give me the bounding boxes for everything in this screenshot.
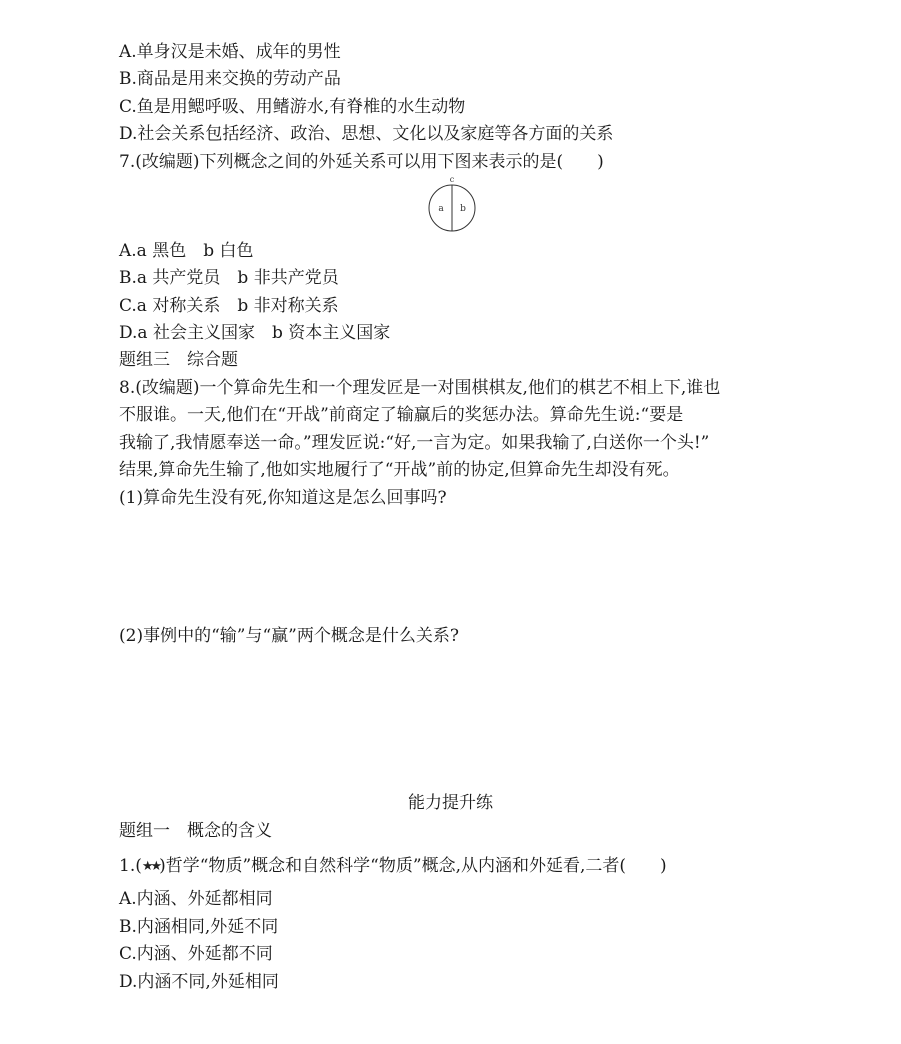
q6-option-a: A.单身汉是未婚、成年的男性 xyxy=(119,42,341,62)
q8-sub-question-2: (2)事例中的“输”与“赢”两个概念是什么关系? xyxy=(119,626,459,646)
q1-stem xyxy=(119,855,667,877)
q1-option-a: A.内涵、外延都相同 xyxy=(119,889,273,909)
q6-option-d: D.社会关系包括经济、政治、思想、文化以及家庭等各方面的关系 xyxy=(119,124,614,144)
q6-option-c: C.鱼是用鳃呼吸、用鳍游水,有脊椎的水生动物 xyxy=(119,97,466,117)
label-a: a xyxy=(438,204,444,214)
section-title: 能力提升练 xyxy=(408,793,493,813)
q1-stem-text: )哲学“物质”概念和自然科学“物质”概念,从内涵和外延看,二者( ) xyxy=(159,856,667,876)
q8-line-2: 不服谁。一天,他们在“开战”前商定了输赢后的奖惩办法。算命先生说:“要是 xyxy=(119,405,684,425)
q1-option-d: D.内涵不同,外延相同 xyxy=(119,972,279,992)
group3-title: 题组三 综合题 xyxy=(119,350,238,370)
difficulty-stars-icon: ★★ xyxy=(141,859,160,874)
q7-option-b: B.a 共产党员 b 非共产党员 xyxy=(119,268,339,288)
group1-title: 题组一 概念的含义 xyxy=(119,821,272,841)
label-c: c xyxy=(449,176,455,184)
q7-option-a: A.a 黑色 b 白色 xyxy=(119,241,254,261)
q8-line-4: 结果,算命先生输了,他如实地履行了“开战”前的协定,但算命先生却没有死。 xyxy=(119,460,680,480)
q1-prefix: 1.( xyxy=(119,856,142,876)
q1-option-c: C.内涵、外延都不同 xyxy=(119,944,273,964)
q8-sub-question-1: (1)算命先生没有死,你知道这是怎么回事吗? xyxy=(119,488,447,508)
q8-line-3: 我输了,我情愿奉送一命。”理发匠说:“好,一言为定。如果我输了,白送你一个头!” xyxy=(119,433,710,453)
q1-option-b: B.内涵相同,外延不同 xyxy=(119,917,279,937)
q8-line-1: 8.(改编题)一个算命先生和一个理发匠是一对围棋棋友,他们的棋艺不相上下,谁也 xyxy=(119,378,721,398)
label-b: b xyxy=(460,204,466,214)
q6-option-b: B.商品是用来交换的劳动产品 xyxy=(119,69,341,89)
q7-option-d: D.a 社会主义国家 b 资本主义国家 xyxy=(119,323,391,343)
q7-option-c: C.a 对称关系 b 非对称关系 xyxy=(119,296,339,316)
venn-diagram xyxy=(424,176,480,234)
q7-stem: 7.(改编题)下列概念之间的外延关系可以用下图来表示的是( ) xyxy=(119,152,604,172)
